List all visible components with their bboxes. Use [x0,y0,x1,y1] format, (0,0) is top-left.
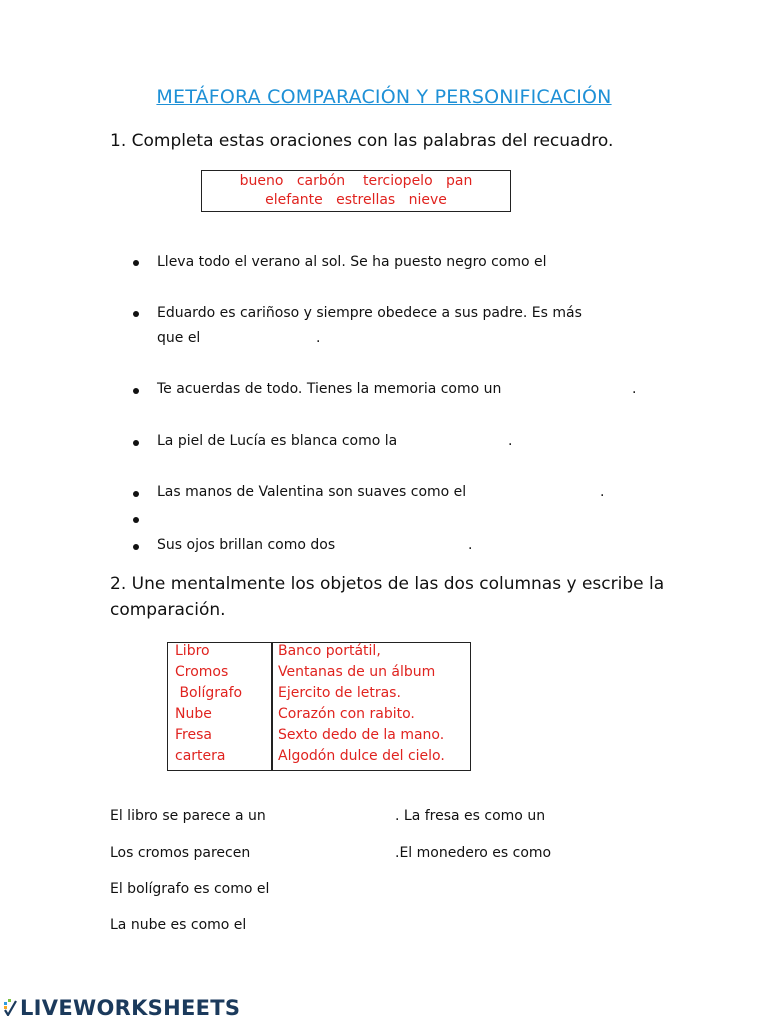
bullet-item-2-end: . [316,330,321,346]
comparison-line-1: El libro se parece a un [110,808,266,824]
table-right-cell: Ejercito de letras. [278,685,401,701]
bullet-dot [133,388,139,394]
section2-heading-line-2: comparación. [110,600,226,620]
table-right-cell: Banco portátil, [278,643,381,659]
table-right-cell: Sexto dedo de la mano. [278,727,445,743]
bullet-item-3: Te acuerdas de todo. Tienes la memoria como un [157,381,502,397]
liveworksheets-logo-icon [4,998,18,1016]
section2-heading-line-1: 2. Une mentalmente los objetos de las dos columnas y escribe la [110,574,665,594]
table-right-cell: Algodón dulce del cielo. [278,748,445,764]
comparison-line-3: El bolígrafo es como el [110,881,270,897]
comparison-line-4: La nube es como el [110,917,247,933]
comparison-line-2b: .El monedero es como [395,845,552,861]
bullet-item-2: Eduardo es cariñoso y siempre obedece a sus padre. Es más [157,305,582,321]
matching-table [167,642,471,771]
section1-heading: 1. Completa estas oraciones con las palabras del recuadro. [110,131,614,151]
bullet-dot [133,491,139,497]
table-left-cell: Bolígrafo [175,685,243,701]
bullet-dot [133,440,139,446]
word-box [201,170,511,212]
comparison-line-1b: . La fresa es como un [395,808,546,824]
bullet-item-2-cont: que el [157,330,201,346]
bullet-dot [133,260,139,266]
bullet-item-5: Las manos de Valentina son suaves como el [157,484,467,500]
comparison-line-2: Los cromos parecen [110,845,251,861]
bullet-item-5-end: . [600,484,605,500]
table-left-cell: Fresa [175,727,212,743]
bullet-item-4: La piel de Lucía es blanca como la [157,433,398,449]
table-right-cell: Ventanas de un álbum [278,664,436,680]
bullet-dot [133,544,139,550]
bullet-item-7: Sus ojos brillan como dos [157,537,336,553]
bullet-item-7-end: . [468,537,473,553]
table-right-cell: Corazón con rabito. [278,706,415,722]
bullet-dot [133,311,139,317]
word-box-line-1: bueno carbón terciopelo pan [239,173,473,189]
table-left-cell: Nube [175,706,212,722]
footer-brand[interactable]: LIVEWORKSHEETS [20,996,241,1020]
table-divider [271,643,273,770]
bullet-item-3-end: . [632,381,637,397]
table-left-cell: cartera [175,748,226,764]
bullet-item-1: Lleva todo el verano al sol. Se ha puesto negro como el [157,254,547,270]
table-left-cell: Cromos [175,664,229,680]
word-box-line-2: elefante estrellas nieve [265,192,447,208]
table-left-cell: Libro [175,643,210,659]
bullet-item-4-end: . [508,433,513,449]
bullet-dot-empty [133,517,139,523]
page-title: METÁFORA COMPARACIÓN Y PERSONIFICACIÓN [156,86,612,108]
